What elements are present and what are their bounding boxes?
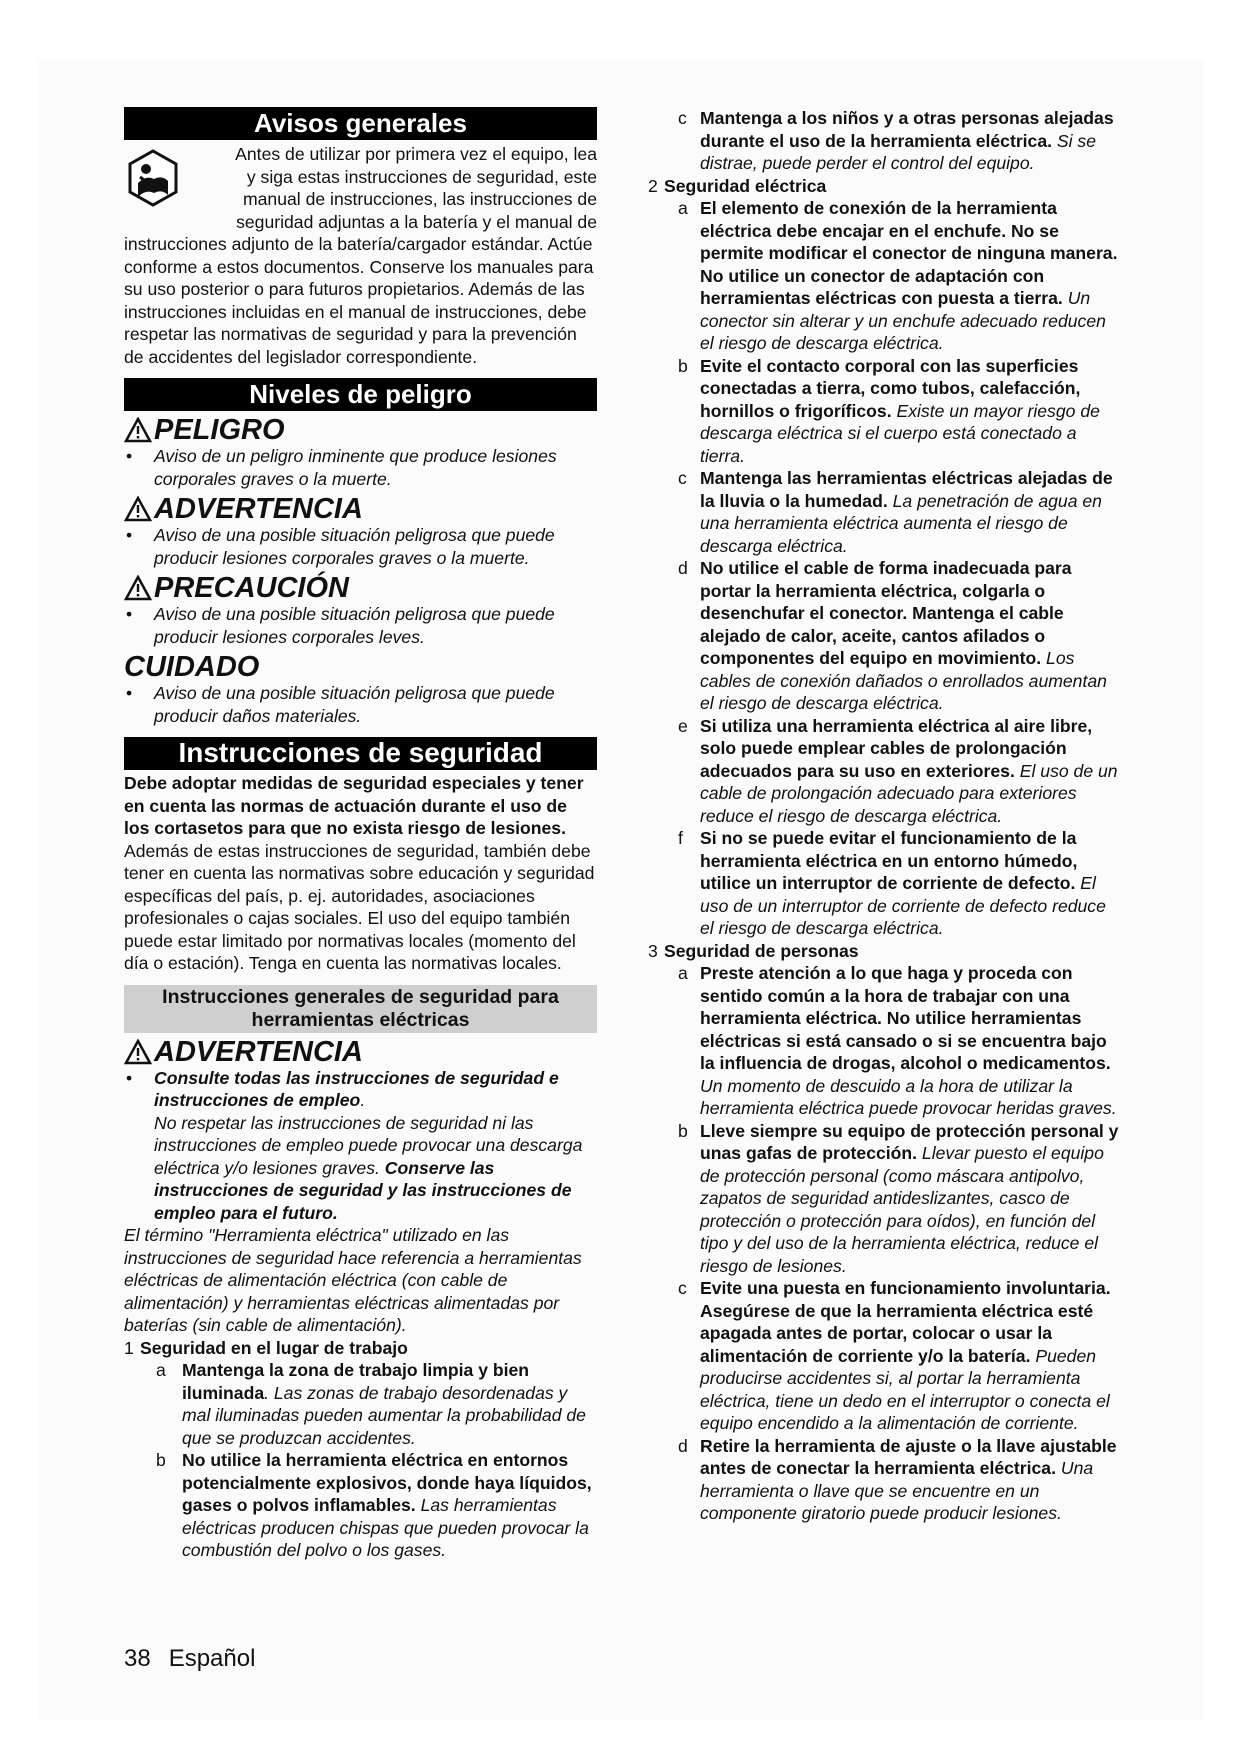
- avisos-intro-line-4: seguridad adjuntas a la batería y el manual de: [236, 211, 597, 232]
- level-description: • Aviso de una posible situación peligrosa que puede producir lesiones corporales graves o la muerte.: [124, 524, 597, 569]
- level-label: ADVERTENCIA: [154, 493, 363, 525]
- warning-bold: Consulte todas las instrucciones de seguridad e instrucciones de empleo: [154, 1067, 559, 1110]
- left-column: [124, 107, 597, 1562]
- list-item: e Si utiliza una herramienta eléctrica al aire libre, solo puede emplear cables de prolongación adecuados para su uso en exteriores. El uso de un cable de prolongación adecuado para exteriores reduce el riesgo de descarga eléctrica.: [678, 715, 1118, 826]
- list-heading: 1 Seguridad en el lugar de trabajo: [124, 1337, 408, 1358]
- avisos-intro-line-2: y siga estas instrucciones de seguridad, este: [246, 166, 597, 187]
- list-item: c Mantenga las herramientas eléctricas alejadas de la lluvia o la humedad. La penetración de agua en una herramienta eléctrica aumenta el riesgo de descarga eléctrica.: [678, 468, 1113, 556]
- section-title-niveles: Niveles de peligro: [124, 378, 597, 411]
- list-item: d Retire la herramienta de ajuste o la llave ajustable antes de conectar la herramienta eléctrica. Una herramienta o llave que se encuentre en un componente giratorio puede producir lesiones.: [678, 1435, 1117, 1523]
- read-manual-icon: [128, 149, 178, 207]
- list-item: c Mantenga a los niños y a otras personas alejadas durante el uso de la herramienta eléctrica. Si se distrae, puede perder el control del equipo.: [678, 108, 1114, 173]
- level-description: • Aviso de una posible situación peligrosa que puede producir daños materiales.: [124, 682, 597, 727]
- level-advertencia: [124, 494, 597, 524]
- avisos-intro-line-3: manual de instrucciones, las instrucciones de: [242, 189, 597, 209]
- instrucciones-bold-intro: Debe adoptar medidas de seguridad especiales y tener en cuenta las normas de actuación durante el uso de los cortasetos para que no exista riesgo de lesiones.: [124, 773, 584, 838]
- level-description: • Aviso de un peligro inminente que produce lesiones corporales graves o la muerte.: [124, 445, 597, 490]
- avisos-intro-line-1: Antes de utilizar por primera vez el equipo, lea: [235, 144, 597, 164]
- list-item: c Evite una puesta en funcionamiento involuntaria. Asegúrese de que la herramienta eléctrica esté apagada antes de portar, colocar o usar la alimentación de corriente y/o la batería. Pueden producirse accidentes si, al portar la herramienta eléctrica, tiene un dedo en el interruptor o conecta el equipo encendido a la alimentación de corriente.: [678, 1278, 1111, 1433]
- level-description: • Aviso de una posible situación peligrosa que puede producir lesiones corporales leves.: [124, 603, 597, 648]
- level-cuidado: [124, 652, 597, 682]
- warning-triangle-icon: [124, 417, 152, 443]
- section-title-avisos: Avisos generales: [124, 107, 597, 140]
- level-label: CUIDADO: [124, 651, 260, 683]
- list-item: a Mantenga la zona de trabajo limpia y bien iluminada. Las zonas de trabajo desordenadas y mal iluminadas pueden aumentar la probabilidad de que se produzcan accidentes.: [156, 1360, 586, 1448]
- level-label: PELIGRO: [154, 414, 285, 446]
- list-heading: 2 Seguridad eléctrica: [648, 175, 827, 196]
- page-language: Español: [168, 1645, 256, 1672]
- warning-triangle-icon: [124, 575, 152, 601]
- section-title-instrucciones: Instrucciones de seguridad: [124, 737, 597, 770]
- warning-triangle-icon: [124, 1039, 152, 1065]
- list-item: f Si no se puede evitar el funcionamiento de la herramienta eléctrica en un entorno húmedo, utilice un interruptor de corriente de defecto. El uso de un interruptor de corriente de defecto reduce el riesgo de descarga eléctrica.: [678, 828, 1106, 938]
- page-footer: [124, 1645, 273, 1673]
- level-precaucion: [124, 573, 597, 603]
- list-item: d No utilice el cable de forma inadecuada para portar la herramienta eléctrica, colgarla o desenchufar el conector. Mantenga el cable alejado de calor, aceite, cantos afilados o componentes del equipo en movimiento. Los cables de conexión dañados o enrollados aumentan el riesgo de descarga eléctrica.: [678, 558, 1107, 713]
- level-label: PRECAUCIÓN: [154, 572, 349, 604]
- subsection-title: Instrucciones generales de seguridad para herramientas eléctricas: [124, 985, 597, 1033]
- avisos-body: instrucciones adjunto de la batería/cargador estándar. Actúe conforme a estos documentos. Conserve los manuales para su uso posterior o para futuros propietarios. Además de las instrucciones incluidas en el manual de instrucciones, debe respetar las normativas de seguridad y para la prevención de accidentes del legislador correspondiente.: [124, 234, 594, 367]
- list-item: b Lleve siempre su equipo de protección personal y unas gafas de protección. Llevar puesto el equipo de protección personal (como máscara antipolvo, zapatos de seguridad antideslizantes, casco de protección o protección para oídos), en función del tipo y del uso de la herramienta eléctrica, reduce el riesgo de lesiones.: [678, 1120, 1119, 1276]
- list-item: b No utilice la herramienta eléctrica en entornos potencialmente explosivos, donde haya líquidos, gases o polvos inflamables. Las herramientas eléctricas producen chispas que pueden provocar la combustión del polvo o los gases.: [156, 1450, 592, 1560]
- list-heading: 3 Seguridad de personas: [648, 940, 859, 961]
- warning-triangle-icon: [124, 496, 152, 522]
- avisos-intro: [124, 143, 597, 368]
- level-peligro: [124, 415, 597, 445]
- warning-italic: No respetar las instrucciones de seguridad ni las instrucciones de empleo puede provocar una descarga eléctrica y/o lesiones graves.: [154, 1112, 583, 1178]
- term-note: El término "Herramienta eléctrica" utilizado en las instrucciones de seguridad hace referencia a herramientas eléctricas de alimentación eléctrica (con cable de alimentación) y herramientas eléctricas alimentadas por baterías (sin cable de alimentación).: [124, 1225, 582, 1335]
- list-item: b Evite el contacto corporal con las superficies conectadas a tierra, como tubos, calefacción, hornillos o frigoríficos. Existe un mayor riesgo de descarga eléctrica si el cuerpo está conectado a tierra.: [678, 355, 1100, 466]
- level-advertencia-2: [124, 1037, 597, 1067]
- warning-bullet: • Consulte todas las instrucciones de seguridad e instrucciones de empleo. No respetar las instrucciones de seguridad ni las instrucciones de empleo puede provocar una descarga eléctrica y/o lesiones graves. Conserve las instrucciones de seguridad y las instrucciones de empleo para el futuro.: [124, 1067, 597, 1225]
- right-column: [648, 107, 1124, 1525]
- instrucciones-body: Además de estas instrucciones de seguridad, también debe tener en cuenta las normativas sobre educación y seguridad específicas del país, p. ej. autoridades, asociaciones profesionales o cajas sociales. El uso del equipo también puede estar limitado por normativas locales (momento del día o estación). Tenga en cuenta las normativas locales.: [124, 840, 595, 973]
- level-label: ADVERTENCIA: [154, 1035, 363, 1068]
- page-number: 38: [124, 1645, 151, 1672]
- list-item: a Preste atención a lo que haga y proceda con sentido común a la hora de trabajar con una herramienta eléctrica. No utilice herramientas eléctricas si está cansado o si se encuentra bajo la influencia de drogas, alcohol o medicamentos. Un momento de descuido a la hora de utilizar la herramienta eléctrica puede provocar heridas graves.: [678, 963, 1117, 1118]
- warning-bold-2: Conserve las instrucciones de seguridad y las instrucciones de empleo para el futuro.: [154, 1157, 572, 1223]
- list-item: a El elemento de conexión de la herramienta eléctrica debe encajar en el enchufe. No se permite modificar el conector de ninguna manera. No utilice un conector de adaptación con herramientas eléctricas con puesta a tierra. Un conector sin alterar y un enchufe adecuado reducen el riesgo de descarga eléctrica.: [678, 198, 1118, 353]
